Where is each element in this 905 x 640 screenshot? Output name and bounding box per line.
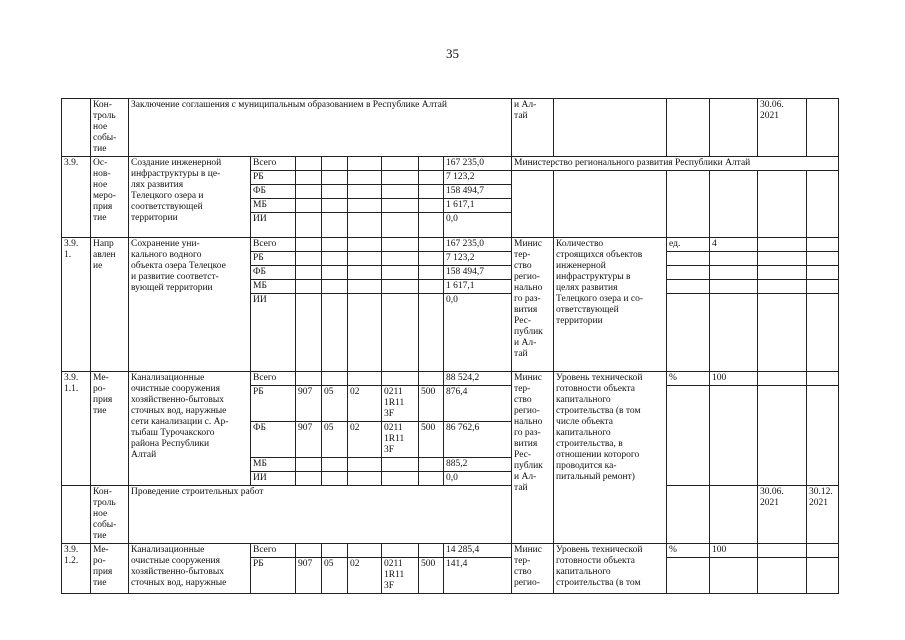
row-type: Ме- ро- прия тие <box>91 372 129 486</box>
row-executor: Минис тер- ство регио- нально го раз- вития Рес- публик и Ал- тай <box>512 238 554 372</box>
fin-source-total: Всего <box>251 238 296 252</box>
amount-rb: 7 123,2 <box>444 252 512 266</box>
code-grbs: 907 <box>296 422 322 458</box>
code-vr: 500 <box>419 386 444 422</box>
row-date-start: 30.06. 2021 <box>758 486 807 544</box>
row-indicator: Уровень технической готовности объекта капитального строительства (в том <box>554 544 667 594</box>
code-csr: 0211 1R11 3F <box>382 422 419 458</box>
code-vr: 500 <box>419 558 444 594</box>
row-unit: ед. <box>667 238 710 252</box>
row-type: Ме- ро- прия тие <box>91 544 129 594</box>
row-type: Ос- нов- ное меро- прия тие <box>91 157 129 238</box>
row-type: Кон- троль ное собы- тие <box>91 99 129 157</box>
fin-source-total: Всего <box>251 544 296 558</box>
row-executor: и Ал- тай <box>512 99 554 157</box>
code-vr: 500 <box>419 422 444 458</box>
table-row <box>62 99 839 157</box>
table-row <box>62 486 839 544</box>
table-row <box>62 372 839 386</box>
amount-total: 167 235,0 <box>444 157 512 171</box>
row-value: 4 <box>710 238 758 252</box>
row-name: Проведение строительных работ <box>129 486 512 544</box>
fin-source-ii: ИИ <box>251 294 296 372</box>
amount-rb: 141,4 <box>444 558 512 594</box>
amount-mb: 1 617,1 <box>444 199 512 213</box>
row-unit: % <box>667 544 710 558</box>
table-row <box>62 157 839 171</box>
amount-fb: 86 762,6 <box>444 422 512 458</box>
code-grbs: 907 <box>296 386 322 422</box>
row-value: 100 <box>710 544 758 558</box>
amount-fb: 158 494,7 <box>444 266 512 280</box>
row-date-end: 30.06. 2021 <box>758 99 807 157</box>
fin-source-total: Всего <box>251 157 296 171</box>
row-indicator: Уровень технической готовности объекта капитального строительства (в том числе объекта капитального строительства, в отношении которого проводится ка- питальный ремонт) <box>554 372 667 544</box>
fin-source-ii: ИИ <box>251 472 296 486</box>
row-name: Канализационные очистные сооружения хозяйственно-бытовых сточных вод, наружные <box>129 544 251 594</box>
row-unit: % <box>667 372 710 386</box>
amount-rb: 7 123,2 <box>444 171 512 185</box>
fin-source-rb: РБ <box>251 171 296 185</box>
row-number: 3.9. 1.1. <box>62 372 91 486</box>
code-grbs: 907 <box>296 558 322 594</box>
page-number: 35 <box>446 46 459 61</box>
row-number: 3.9. 1. <box>62 238 91 372</box>
amount-ii: 0,0 <box>444 294 512 372</box>
table-row <box>62 544 839 558</box>
fin-source-fb: ФБ <box>251 185 296 199</box>
fin-source-total: Всего <box>251 372 296 386</box>
code-pr: 02 <box>348 558 382 594</box>
amount-ii: 0,0 <box>444 213 512 238</box>
amount-fb: 158 494,7 <box>444 185 512 199</box>
code-pr: 02 <box>348 386 382 422</box>
code-rz: 05 <box>322 386 348 422</box>
row-type: Кон- троль ное собы- тие <box>91 486 129 544</box>
row-executor: Министерство регионального развития Республики Алтай <box>512 157 839 171</box>
amount-mb: 885,2 <box>444 458 512 472</box>
row-name: Создание инженерной инфраструктуры в це- лях развития Телецкого озера и соответствующей территории <box>129 157 251 238</box>
code-pr: 02 <box>348 422 382 458</box>
row-executor: Минис тер- ство регио- <box>512 544 554 594</box>
code-rz: 05 <box>322 558 348 594</box>
fin-source-mb: МБ <box>251 458 296 472</box>
code-csr: 0211 1R11 3F <box>382 558 419 594</box>
table-row <box>62 238 839 252</box>
fin-source-rb: РБ <box>251 558 296 594</box>
amount-total: 88 524,2 <box>444 372 512 386</box>
row-number <box>62 99 91 157</box>
row-number: 3.9. <box>62 157 91 238</box>
program-table <box>61 98 839 594</box>
code-rz: 05 <box>322 422 348 458</box>
row-number <box>62 486 91 544</box>
row-number: 3.9. 1.2. <box>62 544 91 594</box>
row-indicator: Количество строящихся объектов инженерной инфраструктуры в целях развития Телецкого озера и со- ответствующей территории <box>554 238 667 372</box>
fin-source-fb: ФБ <box>251 422 296 458</box>
fin-source-mb: МБ <box>251 199 296 213</box>
row-name: Заключение соглашения с муниципальным образованием в Республике Алтай <box>129 99 512 157</box>
fin-source-ii: ИИ <box>251 213 296 238</box>
fin-source-rb: РБ <box>251 252 296 266</box>
fin-source-fb: ФБ <box>251 266 296 280</box>
amount-total: 14 285,4 <box>444 544 512 558</box>
row-value: 100 <box>710 372 758 386</box>
row-type: Напр авлен ие <box>91 238 129 372</box>
amount-mb: 1 617,1 <box>444 280 512 294</box>
code-csr: 0211 1R11 3F <box>382 386 419 422</box>
fin-source-rb: РБ <box>251 386 296 422</box>
fin-source-mb: МБ <box>251 280 296 294</box>
row-executor: Минис тер- ство регио- нально го раз- вития Рес- публик и Ал- тай <box>512 372 554 544</box>
amount-ii: 0,0 <box>444 472 512 486</box>
row-name: Сохранение уни- кального водного объекта озера Телецкое и развитие соответст- вующей территории <box>129 238 251 372</box>
row-date-end: 30.12. 2021 <box>807 486 839 544</box>
amount-total: 167 235,0 <box>444 238 512 252</box>
amount-rb: 876,4 <box>444 386 512 422</box>
row-name: Канализационные очистные сооружения хозяйственно-бытовых сточных вод, наружные сети канализации с. Ар- тыбаш Турочакского района Республики Алтай <box>129 372 251 486</box>
